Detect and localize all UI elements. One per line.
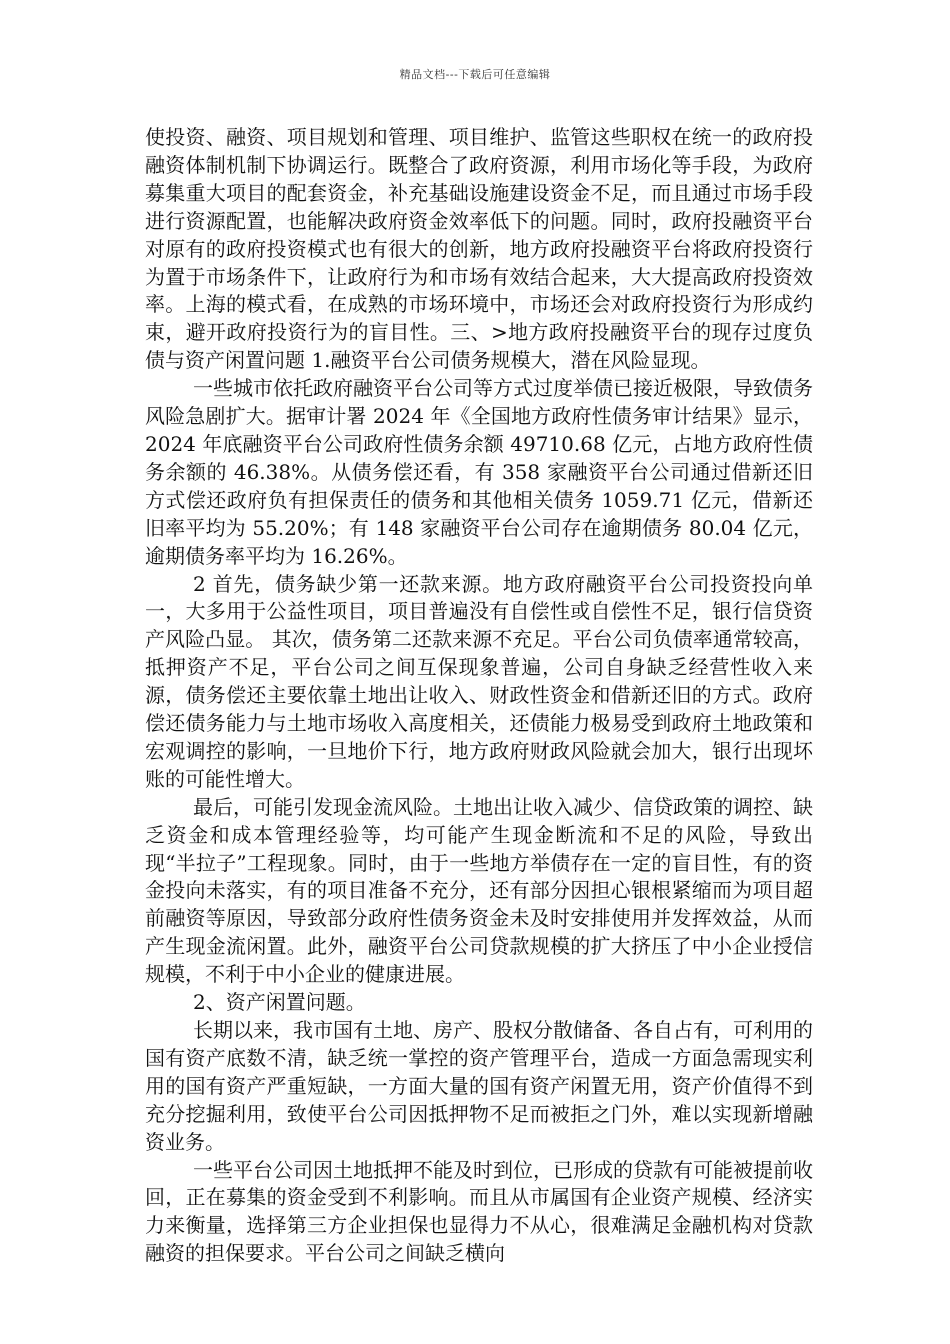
paragraph-2: 一些城市依托政府融资平台公司等方式过度举债已接近极限，导致债务风险急剧扩大。据审计署 2024 年《全国地方政府性债务审计结果》显示，2024 年底融资平台公司政府性债务余额 49710.68 亿元，占地方政府性债务余额的 46.38%。从债务偿还看，有 358 家融资平台公司通过借新还旧方式偿还政府负有担保责任的债务和其他相关债务 1059.71 亿元，借新还旧率平均为 55.20%；有 148 家融资平台公司存在逾期债务 80.04 亿元，逾期债务率平均为 16.26%。 (145, 376, 813, 568)
paragraph-4: 最后，可能引发现金流风险。土地出让收入减少、信贷政策的调控、缺乏资金和成本管理经验等，均可能产生现金断流和不足的风险，导致出现“半拉子”工程现象。同时，由于一些地方举债存在一定的盲目性，有的资金投向未落实，有的项目准备不充分，还有部分因担心银根紧缩而为项目超前融资等原因，导致部分政府性债务资金未及时安排使用并发挥效益，从而产生现金流闲置。此外，融资平台公司贷款规模的扩大挤压了中小企业授信规模，不利于中小企业的健康进展。 (145, 794, 813, 987)
document-body (145, 124, 813, 1268)
paragraph-1: 使投资、融资、项目规划和管理、项目维护、监管这些职权在统一的政府投融资体制机制下协调运行。既整合了政府资源，利用市场化等手段，为政府募集重大项目的配套资金，补充基础设施建设资金不足，而且通过市场手段进行资源配置，也能解决政府资金效率低下的问题。同时，政府投融资平台对原有的政府投资模式也有很大的创新，地方政府投融资平台将政府投资行为置于市场条件下，让政府行为和市场有效结合起来，大大提高政府投资效率。上海的模式看，在成熟的市场环境中，市场还会对政府投资行为形成约束，避开政府投资行为的盲目性。三、>地方政府投融资平台的现存过度负债与资产闲置问题 1.融资平台公司债务规模大，潜在风险显现。 (145, 125, 813, 373)
page-header: 精品文档---下载后可任意编辑 (399, 68, 551, 81)
paragraph-3: 2 首先，债务缺少第一还款来源。地方政府融资平台公司投资投向单一，大多用于公益性项目，项目普遍没有自偿性或自偿性不足，银行信贷资产风险凸显。 其次，债务第二还款来源不充足。平台公司负债率通常较高，抵押资产不足，平台公司之间互保现象普遍，公司自身缺乏经营性收入来源，债务偿还主要依靠土地出让收入、财政性资金和借新还旧的方式。政府偿还债务能力与土地市场收入高度相关，还债能力极易受到政府土地政策和宏观调控的影响，一旦地价下行，地方政府财政风险就会加大，银行出现坏账的可能性增大。 (145, 571, 813, 791)
section-heading-asset-idle: 2、资产闲置问题。 (193, 990, 366, 1015)
paragraph-5: 长期以来，我市国有土地、房产、股权分散储备、各自占有，可利用的国有资产底数不清，缺乏统一掌控的资产管理平台，造成一方面急需现实利用的国有资产严重短缺，一方面大量的国有资产闲置无用，资产价值得不到充分挖掘利用，致使平台公司因抵押物不足而被拒之门外，难以实现新增融资业务。 (145, 1018, 813, 1154)
paragraph-6: 一些平台公司因土地抵押不能及时到位，已形成的贷款有可能被提前收回，正在募集的资金受到不利影响。而且从市属国有企业资产规模、经济实力来衡量，选择第三方企业担保也显得力不从心，很难满足金融机构对贷款融资的担保要求。平台公司之间缺乏横向 (145, 1157, 813, 1266)
